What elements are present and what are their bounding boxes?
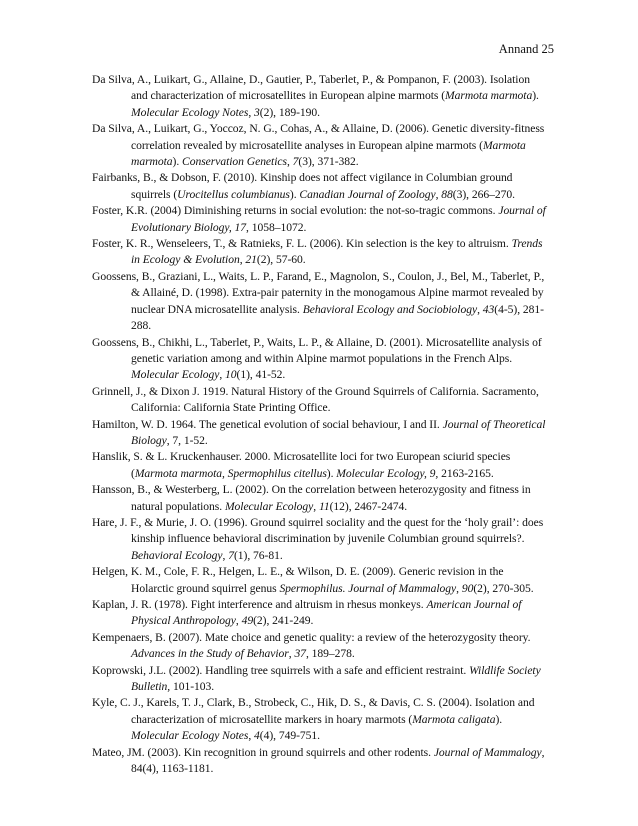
- reference-italic-segment: Journal of Mammalogy: [433, 745, 542, 759]
- reference-entry: [92, 72, 548, 121]
- reference-text-segment: ,: [288, 647, 295, 661]
- reference-text-segment: Hansson, B., & Westerberg, L. (2002). On the correlation between heterozygosity and fitness in natural populations.: [92, 483, 531, 513]
- reference-text-segment: (12), 2467-2474.: [329, 499, 408, 513]
- reference-text-segment: ).: [289, 187, 300, 201]
- reference-text-segment: 2163-2165.: [438, 466, 494, 480]
- reference-entry: [92, 121, 548, 170]
- reference-entry: [92, 745, 548, 778]
- running-head: Annand 25: [498, 42, 554, 56]
- reference-text-segment: ).: [495, 712, 503, 726]
- reference-text-segment: 101-103.: [170, 680, 215, 694]
- reference-entry: [92, 564, 548, 597]
- reference-text-segment: ).: [532, 89, 539, 103]
- reference-text-segment: Kyle, C. J., Karels, T. J., Clark, B., Strobeck, C., Hik, D. S., & Davis, C. S. (2004). Isolation and characterization of microsatellite markers in hoary marmots (: [92, 696, 535, 726]
- reference-text-segment: (1), 41-52.: [236, 368, 286, 382]
- reference-text-segment: Hanslik, S. & L. Kruckenhauser. 2000. Microsatellite loci for two European sciurid species (: [92, 450, 511, 480]
- reference-italic-segment: Marmota marmota: [131, 138, 526, 169]
- reference-text-segment: ,: [435, 187, 442, 201]
- reference-italic-segment: 7: [292, 155, 299, 169]
- reference-entry: [92, 597, 548, 630]
- reference-text-segment: (3), 371-382.: [298, 155, 359, 169]
- reference-italic-segment: 88: [441, 187, 453, 201]
- reference-italic-segment: Marmota marmota, Spermophilus citellus: [134, 466, 327, 480]
- reference-italic-segment: Journal of Evolutionary Biology, 17: [131, 204, 546, 234]
- reference-italic-segment: Molecular Ecology: [224, 499, 314, 513]
- reference-text-segment: Goossens, B., Graziani, L., Waits, L. P., Farand, E., Magnolon, S., Coulon, J., Bel, M., Taberlet, P., & Allainé, D. (1998). Extra-pair paternity in the monogamous Alpine marmot revealed by nuclear DNA microsatellite analysis.: [92, 269, 545, 316]
- reference-italic-segment: Conservation Genetics: [182, 155, 287, 169]
- reference-text-segment: Foster, K. R., Wenseleers, T., & Ratnieks, F. L. (2006). Kin selection is the key to altruism.: [92, 237, 512, 251]
- reference-italic-segment: Wildlife Society Bulletin,: [131, 663, 541, 694]
- reference-entry: [92, 384, 548, 417]
- reference-entry: [92, 335, 548, 384]
- reference-text-segment: (4), 749-751.: [259, 729, 321, 743]
- reference-text-segment: (1), 76-81.: [233, 548, 283, 562]
- reference-entry: [92, 203, 548, 236]
- reference-text-segment: ,: [235, 614, 242, 628]
- reference-text-segment: (2), 189-190.: [259, 105, 321, 119]
- reference-entry: [92, 269, 548, 335]
- reference-entry: [92, 663, 548, 696]
- reference-list: [92, 72, 548, 777]
- reference-text-segment: ,: [248, 729, 255, 743]
- reference-italic-segment: Molecular Ecology, 9,: [336, 466, 439, 480]
- reference-entry: [92, 695, 548, 744]
- reference-italic-segment: 49: [241, 614, 254, 628]
- reference-text-segment: Mateo, JM. (2003). Kin recognition in ground squirrels and other rodents.: [92, 745, 434, 759]
- reference-text-segment: ,: [248, 105, 255, 119]
- reference-text-segment: Da Silva, A., Luikart, G., Yoccoz, N. G., Cohas, A., & Allaine, D. (2006). Genetic diversity-fitness correlation revealed by microsatellite analyses in European alpine marmots (: [92, 122, 545, 152]
- reference-italic-segment: Marmota marmota: [445, 89, 533, 103]
- reference-text-segment: (2), 241-249.: [253, 614, 314, 628]
- reference-text-segment: (2), 57-60.: [256, 253, 306, 267]
- reference-italic-segment: 21: [245, 253, 257, 267]
- reference-italic-segment: Advances in the Study of Behavior: [131, 647, 289, 661]
- reference-entry: [92, 236, 548, 269]
- reference-text-segment: Helgen, K. M., Cole, F. R., Helgen, L. E., & Wilson, D. E. (2009). Generic revision in the Holarctic ground squirrel genus: [92, 565, 504, 595]
- reference-entry: [92, 630, 548, 663]
- reference-italic-segment: 7: [228, 548, 234, 562]
- reference-text-segment: Hare, J. F., & Murie, J. O. (1996). Ground squirrel sociality and the quest for the ‘holy grail’: does kinship influence behavioral discrimination by juvenile Columbian ground squirrels?.: [92, 515, 544, 546]
- reference-text-segment: Grinnell, J., & Dixon J. 1919. Natural History of the Ground Squirrels of California. Sacramento, California: California State Printing Office.: [92, 384, 539, 415]
- reference-italic-segment: American Journal of Physical Anthropology: [131, 598, 522, 628]
- reference-italic-segment: 11: [318, 499, 330, 513]
- reference-text-segment: Koprowski, J.L. (2002). Handling tree squirrels with a safe and efficient restraint.: [92, 663, 470, 677]
- reference-text-segment: Fairbanks, B., & Dobson, F. (2010). Kinship does not affect vigilance in Columbian ground squirrels (: [92, 171, 513, 201]
- reference-text-segment: Kaplan, J. R. (1978). Fight interference and altruism in rhesus monkeys.: [92, 598, 427, 611]
- reference-italic-segment: 37: [294, 647, 306, 661]
- reference-italic-segment: 90: [461, 581, 474, 595]
- reference-italic-segment: Molecular Ecology Notes: [131, 105, 249, 119]
- reference-text-segment: ,: [313, 499, 319, 513]
- reference-text-segment: Goossens, B., Chikhi, L., Taberlet, P., Waits, L. P., & Allaine, D. (2001). Microsatellite analysis of genetic variation among and within Alpine marmot populations in the French Alps.: [92, 335, 542, 365]
- reference-italic-segment: Marmota caligata: [412, 712, 496, 726]
- reference-text-segment: ,: [219, 368, 226, 382]
- reference-italic-segment: Trends in Ecology & Evolution: [131, 237, 543, 267]
- reference-italic-segment: Journal of Theoretical Biology: [131, 417, 546, 447]
- reference-entry: [92, 449, 548, 482]
- reference-text-segment: (2), 270-305.: [473, 581, 534, 595]
- reference-text-segment: Foster, K.R. (2004) Diminishing returns in social evolution: the not-so-tragic commons.: [92, 204, 499, 218]
- reference-italic-segment: 10: [225, 368, 237, 382]
- reference-italic-segment: 4: [254, 729, 260, 743]
- reference-italic-segment: Urocitellus columbianus: [177, 187, 290, 201]
- reference-text-segment: ,: [286, 155, 293, 169]
- reference-text-segment: Hamilton, W. D. 1964. The genetical evolution of social behaviour, I and II.: [92, 417, 443, 431]
- reference-entry: [92, 417, 548, 450]
- reference-italic-segment: 43: [482, 302, 495, 316]
- reference-entry: [92, 170, 548, 203]
- reference-text-segment: (4-5), 281-288.: [131, 302, 544, 333]
- reference-text-segment: Kempenaers, B. (2007). Mate choice and genetic quality: a review of the heterozygosity theory.: [92, 630, 531, 644]
- reference-text-segment: ).: [326, 466, 337, 480]
- reference-entry: [92, 515, 548, 564]
- reference-text-segment: , 84(4), 1163-1181.: [131, 745, 545, 776]
- reference-text-segment: ,: [477, 302, 483, 316]
- reference-text-segment: ,: [239, 253, 246, 267]
- reference-text-segment: (3), 266–270.: [452, 187, 515, 201]
- reference-italic-segment: 3: [254, 105, 260, 119]
- reference-italic-segment: Behavioral Ecology: [131, 548, 223, 562]
- reference-italic-segment: Behavioral Ecology and Sociobiology: [302, 302, 478, 316]
- reference-italic-segment: Molecular Ecology: [131, 368, 220, 382]
- reference-italic-segment: Molecular Ecology Notes: [131, 729, 249, 743]
- reference-text-segment: ,: [222, 548, 229, 562]
- reference-entry: [92, 482, 548, 515]
- reference-text-segment: , 1058–1072.: [246, 220, 307, 234]
- reference-text-segment: Da Silva, A., Luikart, G., Allaine, D., Gautier, P., Taberlet, P., & Pompanon, F. (2003). Isolation and characterization of microsatellites in European alpine marmots (: [92, 73, 530, 103]
- reference-text-segment: ).: [172, 155, 183, 169]
- reference-italic-segment: Canadian Journal of Zoology: [299, 187, 436, 201]
- reference-text-segment: ,: [456, 581, 462, 595]
- reference-text-segment: , 7, 1-52.: [166, 433, 208, 447]
- reference-italic-segment: Spermophilus. Journal of Mammalogy: [279, 581, 457, 595]
- reference-text-segment: , 189–278.: [305, 647, 355, 661]
